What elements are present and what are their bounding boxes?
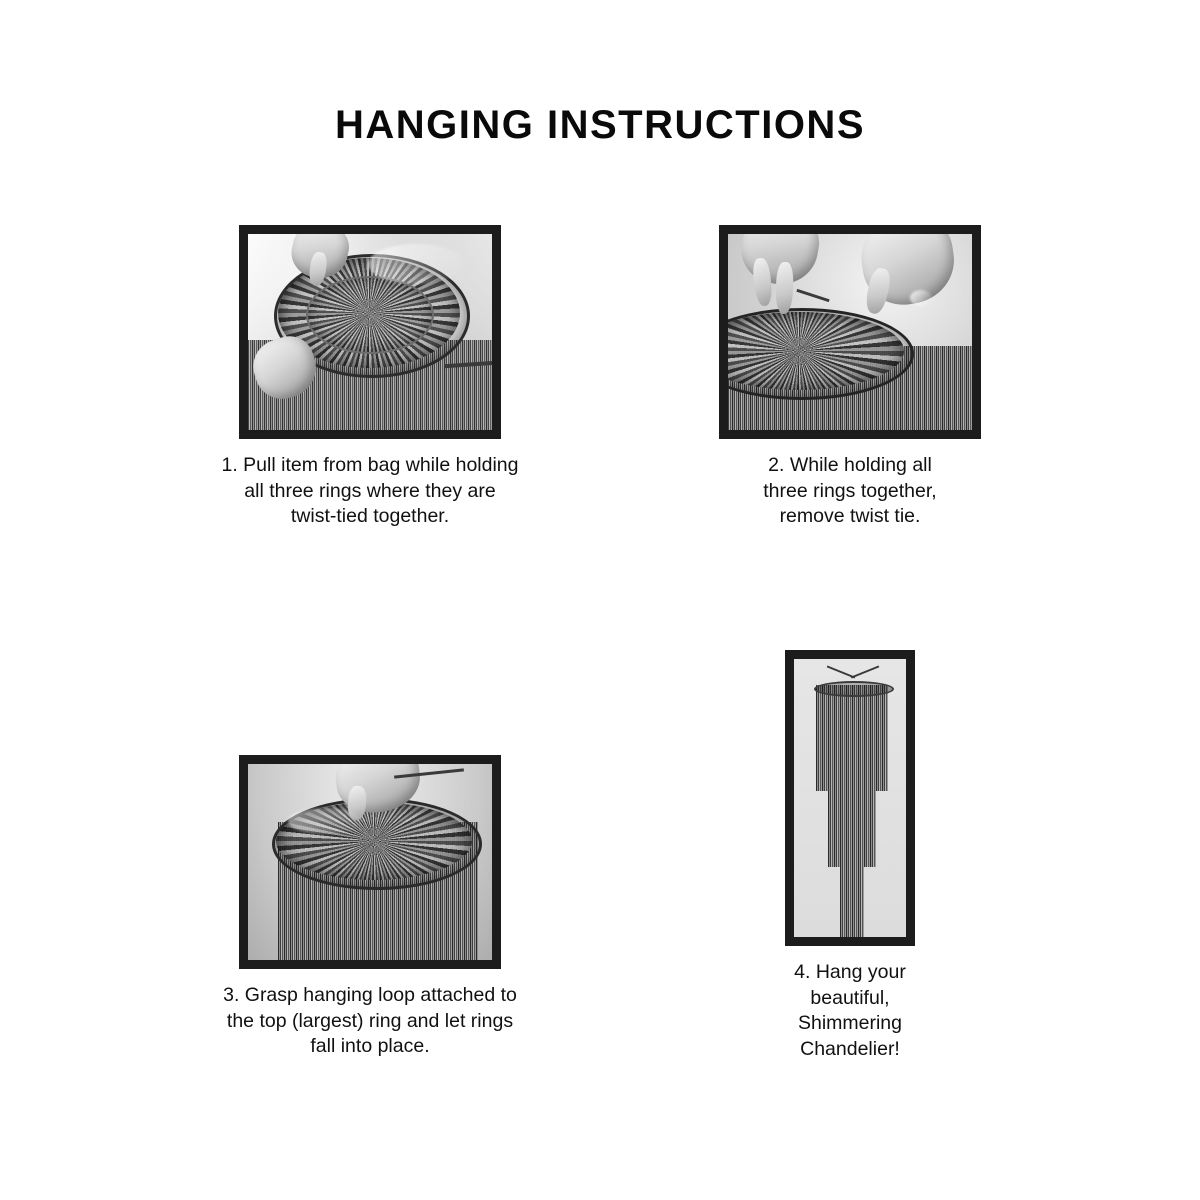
photo-detail-highlight [368,244,464,284]
step-1-caption: 1. Pull item from bag while holding all three rings where they are twist-tied together. [221,454,519,527]
photo-detail-inner-ring [306,276,434,354]
step-3-caption: 3. Grasp hanging loop attached to the top (largest) ring and let rings fall into place. [223,984,517,1057]
step-2-caption: 2. While holding all three rings together, remove twist tie. [763,454,937,527]
step-1-photo [239,225,501,439]
step-3-photo [239,755,501,969]
step-1 [130,225,610,530]
step-4-photo [785,650,915,946]
step-4-caption: 4. Hang your beautiful, Shimmering Chandelier! [794,961,906,1060]
step-2-photo [719,225,981,439]
page-title: HANGING INSTRUCTIONS [335,103,865,147]
photo-detail-highlight [288,808,362,834]
step-4 [610,650,1090,1062]
photo-detail-tier-3 [840,865,864,937]
steps-grid [0,225,1200,1155]
photo-detail-tier-1 [816,685,888,791]
photo-detail-top-ring [814,681,894,697]
photo-detail-tier-2 [828,789,876,867]
step-3 [130,755,610,1060]
photo-detail-ring-sparkle [910,290,932,306]
step-2 [610,225,1090,530]
